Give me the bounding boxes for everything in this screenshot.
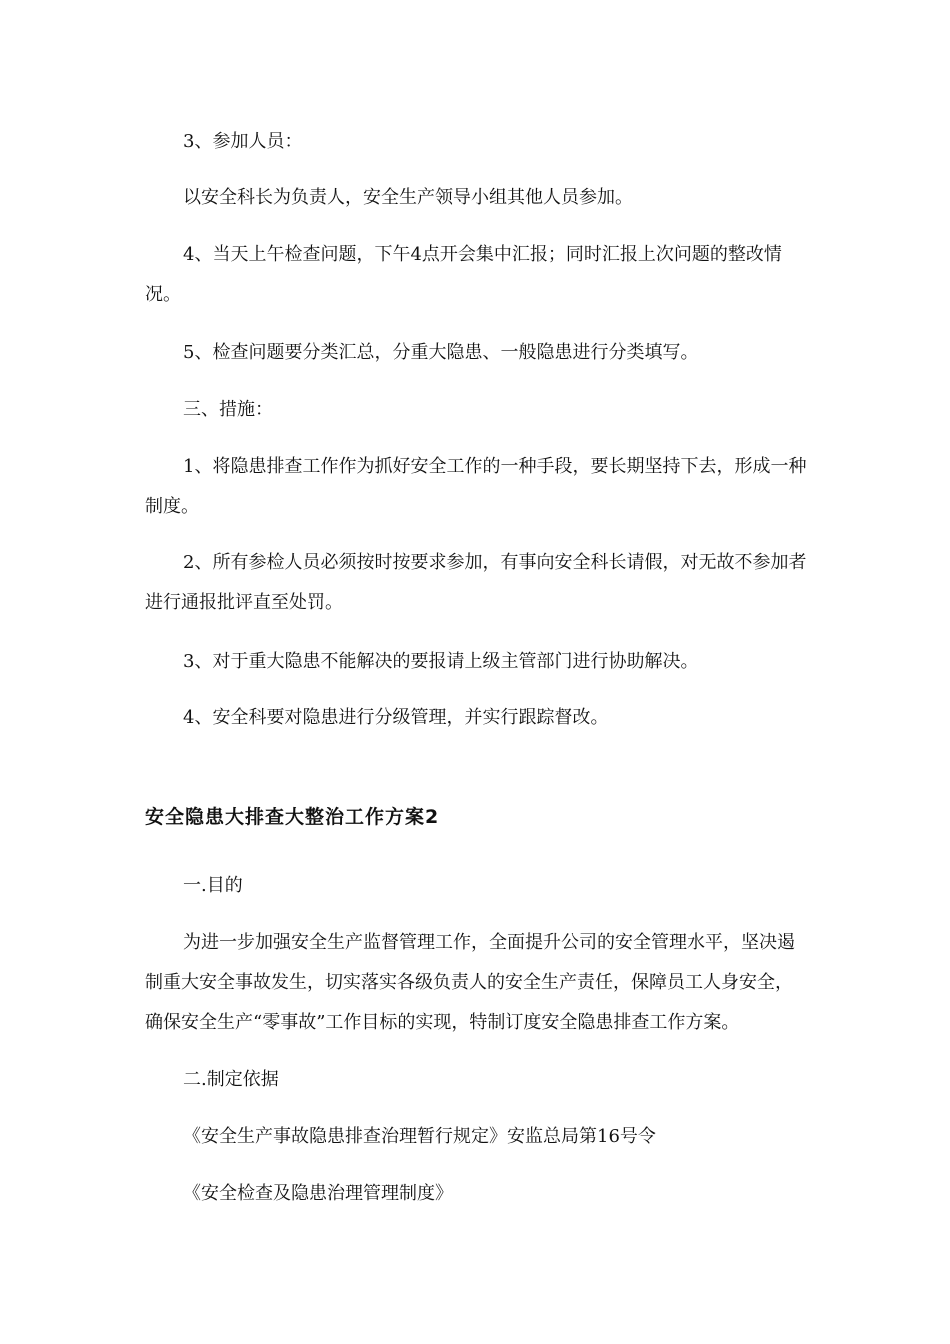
paragraph-participants-heading: 3、参加人员： [183, 131, 303, 152]
paragraph-measure-1: 1、将隐患排查工作作为抓好安全工作的一种手段，要长期坚持下去，形成一种制度。 [145, 456, 807, 517]
paragraph-basis-2: 《安全检查及隐患治理管理制度》 [183, 1183, 453, 1204]
paragraph-participants: 以安全科长为负责人，安全生产领导小组其他人员参加。 [183, 187, 633, 208]
paragraph-purpose-heading: 一.目的 [183, 875, 243, 896]
paragraph-basis-heading: 二.制定依据 [183, 1069, 279, 1090]
paragraph-item-4: 4、当天上午检查问题，下午4点开会集中汇报；同时汇报上次问题的整改情况。 [145, 244, 782, 305]
paragraph-measures-heading: 三、措施： [183, 399, 273, 420]
section-title: 安全隐患大排查大整治工作方案2 [145, 806, 440, 828]
paragraph-measure-3: 3、对于重大隐患不能解决的要报请上级主管部门进行协助解决。 [183, 651, 699, 672]
paragraph-basis-1: 《安全生产事故隐患排查治理暂行规定》安监总局第16号令 [183, 1126, 656, 1147]
paragraph-measure-2: 2、所有参检人员必须按时按要求参加，有事向安全科长请假，对无故不参加者进行通报批评直至处罚。 [145, 552, 807, 613]
paragraph-measure-4: 4、安全科要对隐患进行分级管理，并实行跟踪督改。 [183, 707, 609, 728]
paragraph-purpose: 为进一步加强安全生产监督管理工作，全面提升公司的安全管理水平，坚决遏制重大安全事故发生，切实落实各级负责人的安全生产责任，保障员工人身安全，确保安全生产“零事故”工作目标的实现，特制订度安全隐患排查工作方案。 [145, 932, 795, 1033]
paragraph-item-5: 5、检查问题要分类汇总，分重大隐患、一般隐患进行分类填写。 [183, 342, 699, 363]
